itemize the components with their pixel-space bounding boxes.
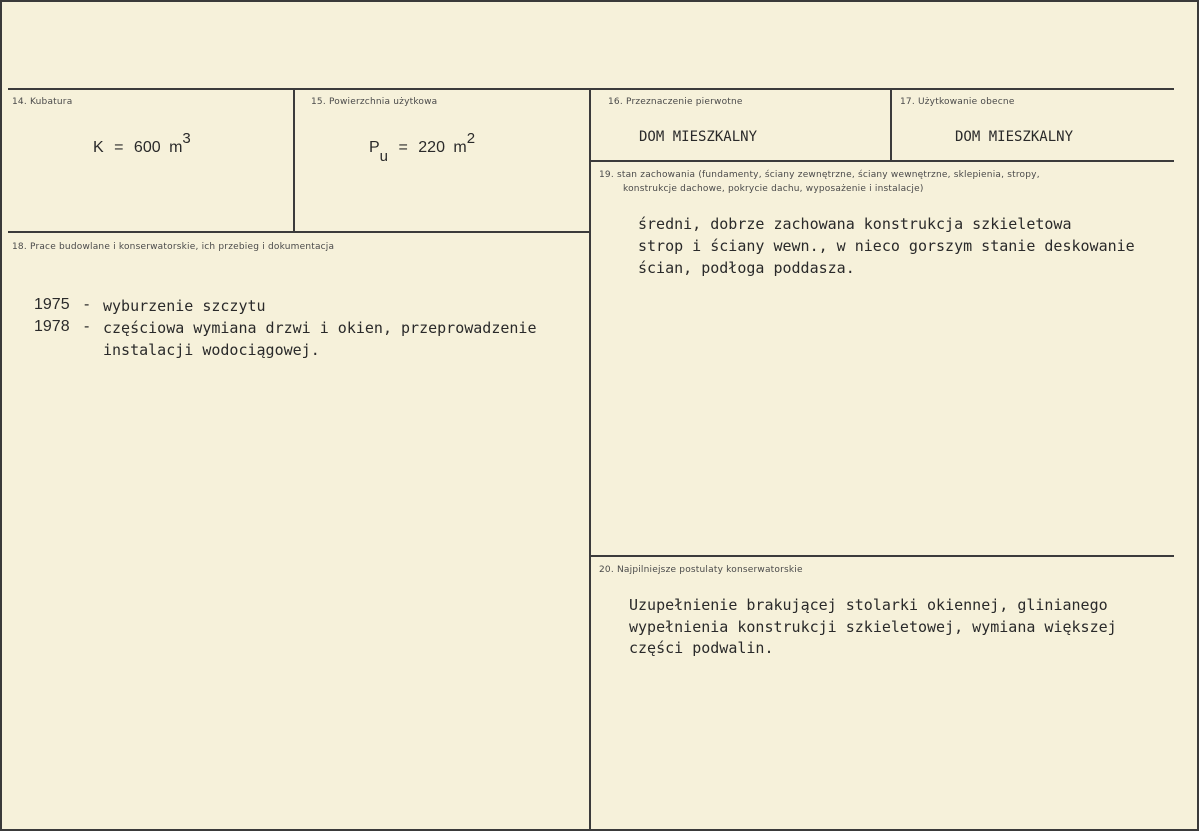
prace-text-3: instalacji wodociągowej. — [103, 341, 320, 359]
powierzchnia-label: 15. Powierzchnia użytkowa — [311, 97, 438, 107]
kubatura-unit: m — [169, 139, 183, 156]
prace-text-1: wyburzenie szczytu — [103, 297, 266, 315]
divider-14-15 — [293, 89, 295, 233]
prace-year-1: 1975 — [34, 296, 70, 313]
uzytkowanie-value: DOM MIESZKALNY — [955, 129, 1074, 145]
kubatura-value — [93, 130, 191, 157]
kubatura-number: 600 — [133, 139, 161, 156]
uzytkowanie-label: 17. Użytkowanie obecne — [900, 97, 1015, 107]
divider-top — [8, 88, 1174, 90]
postulaty-text-3: części podwalin. — [629, 639, 774, 657]
kubatura-label: 14. Kubatura — [12, 97, 73, 107]
prace-year-2: 1978 — [34, 318, 70, 335]
postulaty-label: 20. Najpilniejsze postulaty konserwatorskie — [599, 565, 803, 575]
przeznaczenie-label: 16. Przeznaczenie pierwotne — [608, 97, 743, 107]
kubatura-exp: 3 — [182, 130, 191, 147]
prace-text-2: częściowa wymiana drzwi i okien, przeprowadzenie — [103, 319, 537, 337]
postulaty-text-1: Uzupełnienie brakującej stolarki okiennej, glinianego — [629, 596, 1108, 614]
powierzchnia-exp: 2 — [466, 130, 476, 147]
stan-label-line2: konstrukcje dachowe, pokrycie dachu, wyposażenie i instalacje) — [623, 184, 924, 194]
powierzchnia-number: 220 — [418, 139, 445, 156]
postulaty-text-2: wypełnienia konstrukcji szkieletowej, wymiana większej — [629, 618, 1117, 636]
divider-main — [589, 89, 591, 831]
kubatura-symbol: K — [93, 139, 104, 156]
divider-16-17-bottom — [591, 160, 1174, 162]
powierzchnia-eq: = — [398, 139, 408, 156]
kubatura-eq: = — [114, 139, 124, 156]
prace-dash-1: - — [84, 296, 90, 313]
powierzchnia-unit: m — [453, 139, 467, 156]
stan-text-3: ścian, podłoga poddasza. — [638, 259, 855, 277]
powierzchnia-symbol: P — [369, 139, 380, 156]
powierzchnia-sub: u — [379, 148, 389, 165]
prace-dash-2: - — [84, 318, 90, 335]
divider-14-15-bottom — [8, 231, 590, 233]
powierzchnia-value — [369, 130, 475, 165]
stan-text-1: średni, dobrze zachowana konstrukcja szkieletowa — [638, 215, 1072, 233]
divider-16-17 — [890, 89, 892, 162]
stan-text-2: strop i ściany wewn., w nieco gorszym stanie deskowanie — [638, 237, 1135, 255]
stan-label-line1: 19. stan zachowania (fundamenty, ściany zewnętrzne, ściany wewnętrzne, sklepienia, stropy, — [599, 170, 1040, 180]
divider-19-20 — [591, 555, 1174, 557]
prace-label: 18. Prace budowlane i konserwatorskie, ich przebieg i dokumentacja — [12, 242, 335, 252]
przeznaczenie-value: DOM MIESZKALNY — [639, 129, 758, 145]
